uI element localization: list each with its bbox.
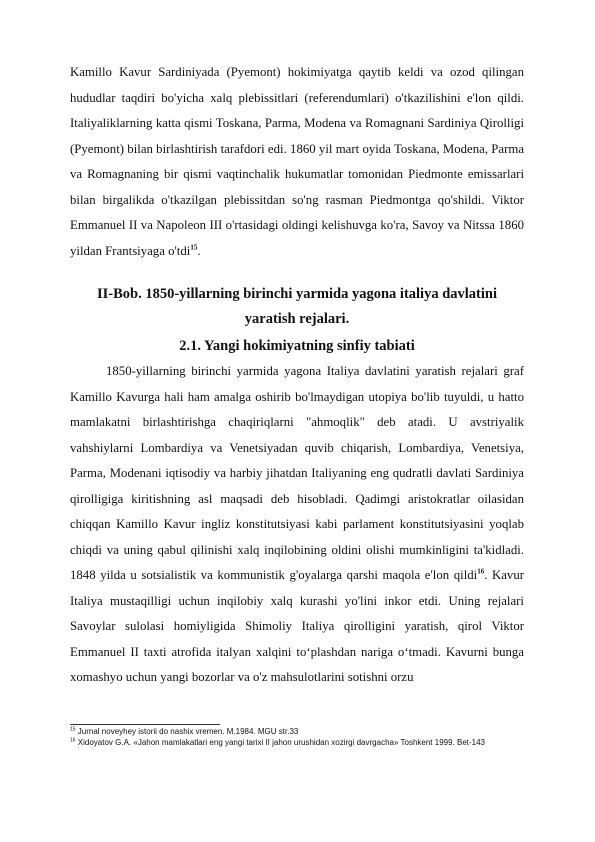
paragraph-1-end: . bbox=[197, 243, 201, 258]
footnote-text: Jurnal noveyhey istorii do nashix vremen. M.1984. MGU str.33 bbox=[77, 727, 299, 736]
footnote-ref-16: 16 bbox=[477, 567, 485, 576]
section-heading: 2.1. Yangi hokimiyatning sinfiy tabiati bbox=[179, 338, 415, 354]
paragraph-2-text-before: 1850-yillarning birinchi yarmida yagona Italiya davlatini yaratish rejalari graf Kamillo Kavurga hali ham amalga oshirib bo'lmaydigan utopiya bo'lib tuyuldi, u hatto mamlakatni birlashtirishga chaqiriqlarni "ahmoqlik" deb atadi. U avstriyalik vahshiylarni Lombardiya va Venetsiyadan quvib chiqarish, Lombardiya, Venetsiya, Parma, Modenani iqtisodiy va harbiy jihatdan Italiyaning eng qudratli davlati Sardiniya qirolligiga kiritishning asl maqsadi deb hisobladi. Qadimgi aristokratlar oilasidan chiqqan Kamillo Kavur ingliz konstitutsiyasi kabi parlament konstitutsiyasini yoqlab chiqdi va uning qabul qilinishi xalq inqilobining oldini olishi mumkinligini ta'kidladi. 1848 yilda u sotsialistik va kommunistik g'oyalarga qarshi maqola e'lon qildi bbox=[70, 364, 524, 582]
paragraph-1-text: Kamillo Kavur Sardiniyada (Pyemont) hokimiyatga qaytib keldi va ozod qilingan hududlar taqdiri bo'yicha xalq plebissitlari (referendumlari) o'tkazilishini e'lon qildi. Italiyaliklarning katta qismi Toskana, Parma, Modena va Romagnani Sardiniya Qirolligi (Pyemont) bilan birlashtirish tarafdori edi. 1860 yil mart oyida Toskana, Modena, Parma va Romagnaning bir qismi vaqtinchalik hukumatlar tomonidan Piedmonte emissarlari bilan birgalikda o'tkazilgan plebissitdan so'ng rasman Piedmontga qo'shildi. Viktor Emmanuel II va Napoleon III o'rtasidagi oldingi kelishuvga ko'ra, Savoy va Nitssa 1860 yildan Frantsiyaga o'tdi bbox=[70, 65, 524, 258]
footnote-text: Xidoyatov G.A. «Jahon mamlakatlari eng yangi tarixi II jahon urushidan xozirgi davrgacha» Toshkent 1999. Bet-143 bbox=[77, 738, 485, 747]
chapter-heading: II-Bob. 1850-yillarning birinchi yarmida yagona italiya davlatini yaratish rejalari. bbox=[96, 286, 497, 327]
paragraph-1 bbox=[70, 60, 524, 264]
footnote-15 bbox=[70, 726, 524, 737]
footnote-ref-15: 15 bbox=[190, 243, 198, 252]
footnote-number: 16 bbox=[70, 737, 76, 744]
page-body bbox=[70, 60, 524, 691]
footnotes bbox=[70, 726, 524, 748]
paragraph-2-text-after: . Kavur Italiya mustaqilligi uchun inqilobiy xalq kurashi yo'lini inkor etdi. Uning rejalari Savoylar sulolasi homiyligida Shimoliy Italiya qirolligini yaratish, qirol Viktor Emmanuel II taxti atrofida italyan xalqini to‘plashdan nariga o‘tmadi. Kavurni bunga xomashyo uchun yangi bozorlar va o'z mahsulotlarini sotishni orzu bbox=[70, 568, 524, 684]
footnote-number: 15 bbox=[70, 726, 76, 733]
paragraph-2 bbox=[70, 359, 524, 691]
footnote-separator bbox=[70, 724, 220, 725]
footnote-16 bbox=[70, 737, 524, 748]
